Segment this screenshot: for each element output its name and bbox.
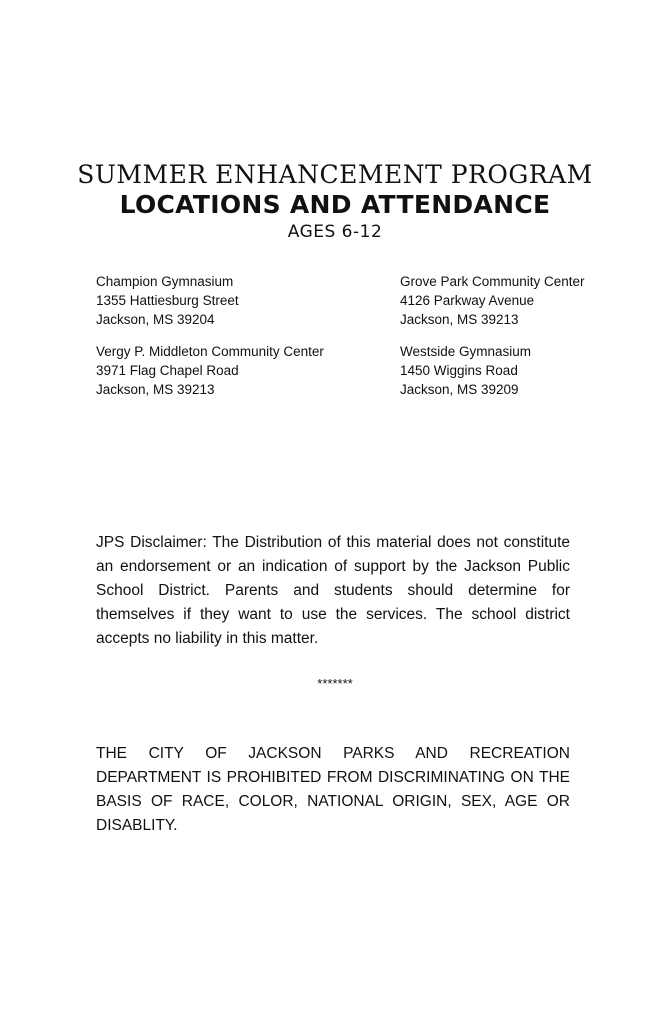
program-subtitle: SUMMER ENHANCEMENT PROGRAM [77,160,593,189]
location-name: Grove Park Community Center [400,274,585,289]
location-grove-park [400,272,585,329]
location-champion-gymnasium [96,272,239,329]
age-range: AGES 6-12 [287,222,383,242]
location-vergy-middleton [96,342,324,399]
location-city: Jackson, MS 39213 [96,382,215,397]
location-street: 4126 Parkway Avenue [400,293,535,308]
location-city: Jackson, MS 39204 [96,312,215,327]
location-name: Champion Gymnasium [96,274,234,289]
page-title: LOCATIONS AND ATTENDANCE [119,190,551,219]
location-street: 1450 Wiggins Road [400,363,518,378]
location-westside-gymnasium [400,342,531,399]
nondiscrimination-notice: THE CITY OF JACKSON PARKS AND RECREATION DEPARTMENT IS PROHIBITED FROM DISCRIMINATING ON THE BASIS OF RACE, COLOR, NATIONAL ORIGIN, SEX, AGE OR DISABLITY. [96,745,570,834]
location-city: Jackson, MS 39209 [400,382,519,397]
section-divider: ******* [317,676,353,691]
location-name: Vergy P. Middleton Community Center [96,344,324,359]
location-street: 3971 Flag Chapel Road [96,363,239,378]
location-city: Jackson, MS 39213 [400,312,519,327]
jps-disclaimer: JPS Disclaimer: The Distribution of this material does not constitute an endorsement or an indication of support by the Jackson Public School District. Parents and students should determine for themselves if they want to use the services. The school district accepts no liability in this matter. [96,534,570,647]
location-street: 1355 Hattiesburg Street [96,293,239,308]
location-name: Westside Gymnasium [400,344,532,359]
